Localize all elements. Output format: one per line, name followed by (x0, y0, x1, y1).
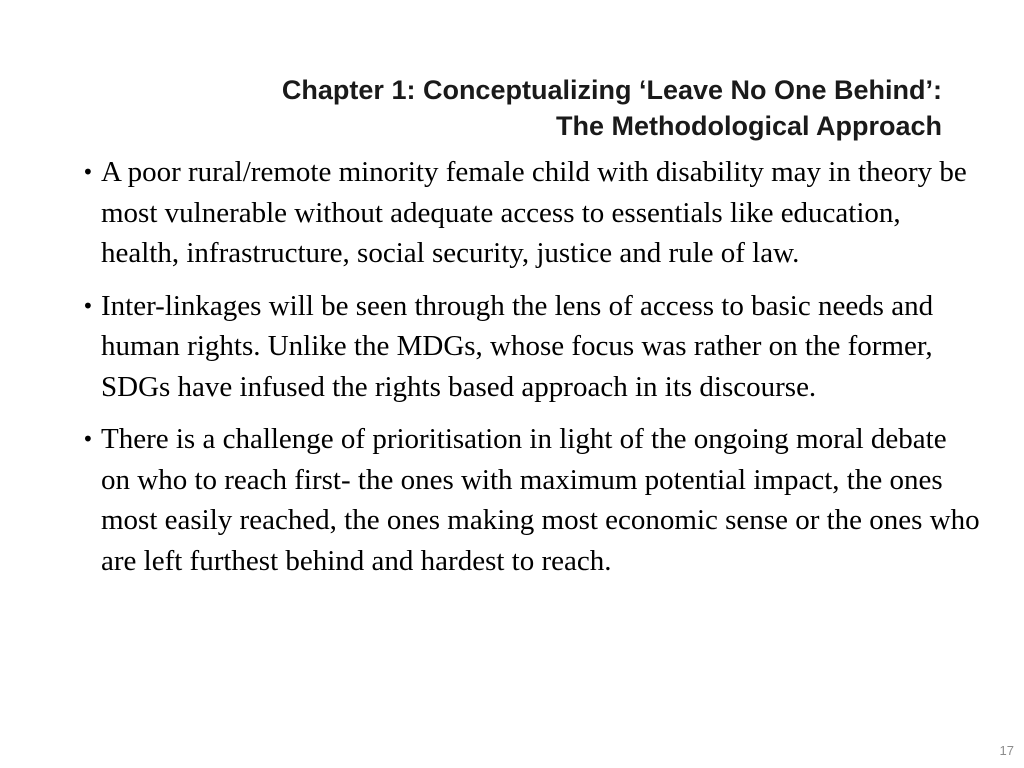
bullet-list (82, 152, 982, 593)
bullet-item (82, 152, 982, 274)
slide-number: 17 (999, 743, 1014, 758)
bullet-item (82, 286, 982, 408)
bullet-item (82, 419, 982, 581)
slide-title-line-1: Chapter 1: Conceptualizing ‘Leave No One Behind’: (281, 75, 942, 105)
bullet-icon: • (82, 160, 94, 184)
slide-title (60, 72, 942, 144)
bullet-text: Inter-linkages will be seen through the lens of access to basic needs and human rights. Unlike the MDGs, whose focus was rather on the former, SDGs have infused the rights based approach in its discourse. (101, 289, 934, 403)
bullet-text: There is a challenge of prioritisation in light of the ongoing moral debate on who to reach first- the ones with maximum potential impact, the ones most easily reached, the ones making most economic sense or the ones who are left furthest behind and hardest to reach. (101, 423, 980, 577)
slide-title-line-2: The Methodological Approach (555, 111, 942, 141)
bullet-icon: • (82, 427, 94, 451)
bullet-icon: • (82, 293, 94, 318)
bullet-text: A poor rural/remote minority female child with disability may in theory be most vulnerable without adequate access to essentials like education, health, infrastructure, social security, justice and rule of law. (101, 156, 967, 269)
